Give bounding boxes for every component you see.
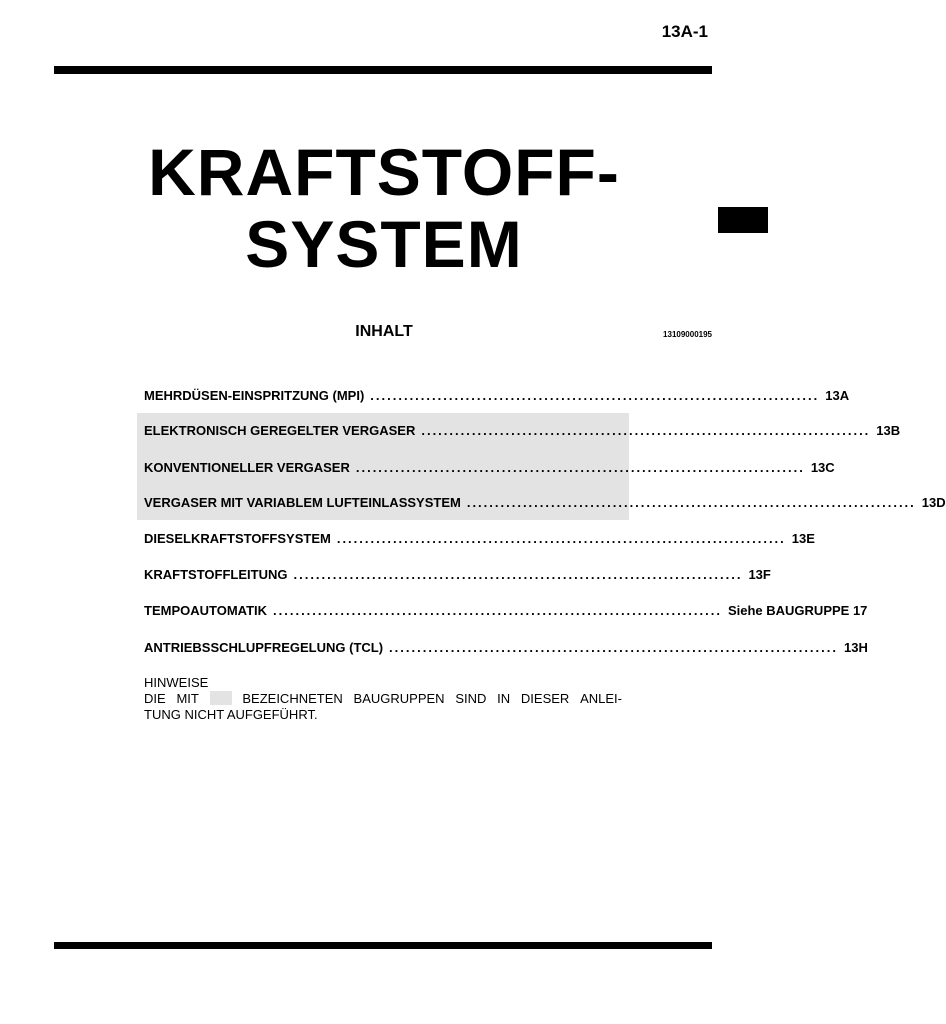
toc-label: ANTRIEBSSCHLUPFREGELUNG (TCL) xyxy=(144,639,384,655)
notes-word: IN xyxy=(497,691,511,706)
toc-leader-dots: ................................................................................ xyxy=(355,459,805,475)
notes-word: SIND xyxy=(455,691,487,706)
toc-leader-dots: ................................................................................ xyxy=(389,639,838,655)
toc-row[interactable] xyxy=(144,421,901,439)
toc-leader-dots: ................................................................................ xyxy=(293,566,743,582)
toc-label: ELEKTRONISCH GEREGELTER VERGASER xyxy=(144,422,416,438)
toc-row[interactable] xyxy=(144,529,815,547)
notes-word: BAUGRUPPEN xyxy=(353,691,445,706)
toc-row[interactable] xyxy=(144,386,850,404)
toc-leader-dots: ................................................................................ xyxy=(273,602,722,618)
notes-heading: HINWEISE xyxy=(144,675,209,690)
toc-reference: 13H xyxy=(844,639,868,655)
bottom-rule xyxy=(54,942,712,949)
toc-label: TEMPOAUTOMATIK xyxy=(144,602,268,618)
toc-label: KONVENTIONELLER VERGASER xyxy=(144,459,350,475)
toc-row[interactable] xyxy=(144,565,771,583)
notes-word: MIT xyxy=(176,691,199,706)
toc-leader-dots: ................................................................................ xyxy=(370,387,820,403)
toc-reference: 13F xyxy=(748,566,771,582)
toc-label: DIESELKRAFTSTOFFSYSTEM xyxy=(144,530,331,546)
toc-row[interactable] xyxy=(144,458,835,476)
notes-word: BEZEICHNETEN xyxy=(242,691,343,706)
top-rule xyxy=(54,66,712,74)
toc-row[interactable] xyxy=(144,601,868,619)
notes-section xyxy=(144,675,622,723)
notes-word: DIESER xyxy=(520,691,570,706)
toc-leader-dots: ................................................................................ xyxy=(421,422,871,438)
document-code: 13109000195 xyxy=(663,330,712,339)
toc-label: KRAFTSTOFFLEITUNG xyxy=(144,566,288,582)
toc-label: MEHRDÜSEN-EINSPRITZUNG (MPI) xyxy=(144,387,365,403)
toc-reference: 13E xyxy=(791,530,815,546)
chapter-title-line-2: SYSTEM xyxy=(245,207,523,281)
toc-leader-dots: ................................................................................ xyxy=(466,494,916,510)
page-number: 13A-1 xyxy=(661,22,708,41)
notes-word: ANLEI- xyxy=(580,691,622,706)
toc-reference: 13A xyxy=(825,387,850,403)
contents-heading: INHALT xyxy=(355,323,413,340)
toc-leader-dots: ................................................................................ xyxy=(336,530,786,546)
chapter-title-line-1: KRAFTSTOFF- xyxy=(148,135,620,209)
toc-reference: Siehe BAUGRUPPE 17 xyxy=(727,602,868,618)
notes-word: DIE xyxy=(144,691,166,706)
toc-reference: 13C xyxy=(810,459,835,475)
toc-label: VERGASER MIT VARIABLEM LUFTEINLASSYSTEM xyxy=(144,494,461,510)
shade-swatch xyxy=(210,691,232,705)
notes-line-1 xyxy=(144,691,622,707)
toc-reference: 13B xyxy=(876,422,901,438)
toc-row[interactable] xyxy=(144,638,868,656)
notes-line-2: TUNG NICHT AUFGEFÜHRT. xyxy=(144,707,318,722)
toc-reference: 13D xyxy=(921,494,946,510)
toc-row[interactable] xyxy=(144,493,946,511)
